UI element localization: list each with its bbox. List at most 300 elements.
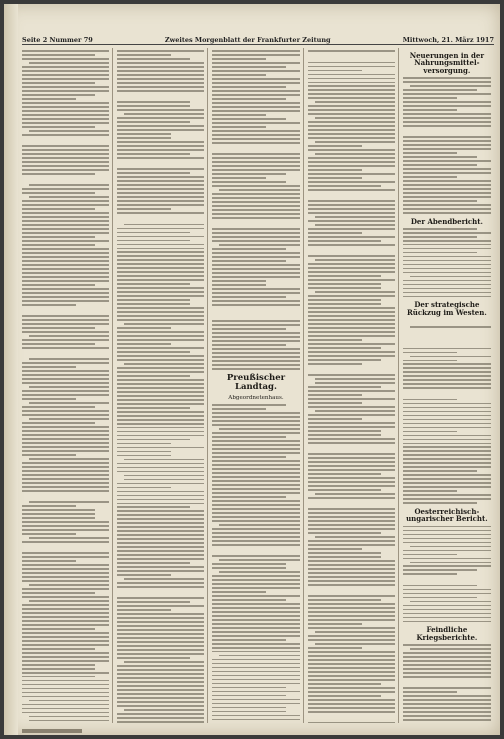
text-line xyxy=(22,327,95,329)
text-line xyxy=(212,50,299,52)
text-line xyxy=(308,220,395,222)
text-line xyxy=(212,58,266,60)
text-line xyxy=(308,691,395,693)
text-line xyxy=(124,479,204,481)
text-line xyxy=(308,520,395,522)
column-2 xyxy=(117,48,208,723)
text-line xyxy=(117,542,204,544)
text-line xyxy=(22,272,109,274)
text-line xyxy=(403,160,491,162)
text-line xyxy=(117,196,204,198)
text-line xyxy=(212,703,299,705)
text-line xyxy=(22,169,109,171)
text-line xyxy=(403,554,458,556)
text-line xyxy=(403,256,491,258)
text-line xyxy=(22,315,109,317)
text-line xyxy=(403,232,491,234)
text-line xyxy=(403,399,458,401)
text-line xyxy=(124,475,204,477)
text-line xyxy=(403,482,491,484)
text-line xyxy=(212,296,285,298)
text-line xyxy=(117,86,204,88)
text-line xyxy=(403,248,491,250)
text-line xyxy=(403,109,458,111)
text-line xyxy=(308,588,395,593)
text-line xyxy=(403,490,458,492)
text-line xyxy=(308,580,395,582)
text-line xyxy=(117,367,204,369)
text-line xyxy=(308,157,395,159)
text-line xyxy=(212,711,285,713)
text-line xyxy=(403,573,458,575)
text-line xyxy=(117,259,204,261)
column-5 xyxy=(403,48,494,723)
text-line xyxy=(212,683,299,685)
text-line xyxy=(403,340,491,345)
text-line xyxy=(308,355,395,357)
text-line xyxy=(117,483,204,485)
heading-oesterreich-bericht: Oesterreichisch-ungarischer Bericht. xyxy=(406,506,488,524)
text-line xyxy=(22,430,109,432)
text-line xyxy=(117,188,204,190)
text-line xyxy=(212,667,299,669)
text-line xyxy=(403,125,491,127)
text-line xyxy=(117,343,171,345)
text-line xyxy=(212,440,299,442)
text-line xyxy=(117,514,204,516)
text-line xyxy=(403,188,491,190)
text-line xyxy=(117,503,204,505)
text-line xyxy=(22,224,109,226)
text-line xyxy=(117,697,204,699)
text-line xyxy=(308,374,395,376)
text-line xyxy=(117,90,204,92)
text-line xyxy=(22,596,109,598)
text-line xyxy=(403,411,491,413)
text-line xyxy=(308,275,381,277)
text-line xyxy=(117,495,204,497)
text-line xyxy=(117,387,204,389)
text-line xyxy=(212,344,285,346)
text-line xyxy=(22,70,109,72)
text-line xyxy=(308,524,395,526)
text-line xyxy=(212,256,299,258)
text-line xyxy=(117,283,190,285)
text-line xyxy=(22,576,109,578)
text-line xyxy=(117,295,204,297)
text-line xyxy=(212,520,299,522)
text-line xyxy=(22,556,109,558)
text-line xyxy=(29,196,109,198)
text-line xyxy=(308,446,395,451)
text-line xyxy=(22,541,109,543)
text-line xyxy=(403,550,491,552)
text-line xyxy=(410,85,491,87)
text-line xyxy=(308,481,395,483)
text-line xyxy=(22,374,109,376)
text-line xyxy=(403,379,491,381)
text-line xyxy=(117,447,204,449)
text-line xyxy=(308,109,395,111)
text-line xyxy=(403,585,477,587)
text-line xyxy=(403,284,491,286)
text-line xyxy=(22,390,109,392)
text-line xyxy=(212,504,299,506)
text-line xyxy=(117,161,204,166)
text-line xyxy=(22,208,95,210)
text-line xyxy=(403,105,491,107)
text-line xyxy=(29,600,109,602)
text-line xyxy=(117,657,190,659)
text-line xyxy=(212,134,299,136)
text-line xyxy=(219,655,299,657)
text-line xyxy=(117,597,204,599)
text-line xyxy=(308,303,381,305)
text-line xyxy=(117,538,204,540)
text-line xyxy=(117,371,204,373)
text-line xyxy=(308,248,395,253)
text-line xyxy=(403,144,491,146)
text-line xyxy=(308,501,395,506)
text-line xyxy=(22,482,109,484)
text-line xyxy=(308,212,395,214)
text-line xyxy=(212,579,299,581)
text-line xyxy=(212,699,299,701)
text-line xyxy=(308,200,395,202)
text-line xyxy=(315,224,395,226)
text-line xyxy=(212,448,299,450)
text-line xyxy=(308,508,395,510)
text-line xyxy=(22,319,109,321)
text-line xyxy=(22,260,109,262)
text-line xyxy=(308,50,395,52)
text-line xyxy=(117,125,204,127)
text-line xyxy=(403,569,477,571)
text-line xyxy=(22,228,109,230)
text-line xyxy=(117,665,204,667)
text-line xyxy=(117,693,204,695)
text-line xyxy=(212,173,285,175)
text-line xyxy=(403,212,491,214)
text-line xyxy=(403,383,491,385)
text-line xyxy=(22,362,109,364)
text-line xyxy=(117,180,204,182)
text-line xyxy=(212,70,299,72)
text-line xyxy=(308,473,381,475)
text-line xyxy=(22,466,109,468)
text-line xyxy=(308,70,362,72)
text-line xyxy=(212,205,299,207)
text-line xyxy=(308,185,381,187)
text-line xyxy=(308,560,395,562)
text-line xyxy=(212,169,299,171)
text-line xyxy=(212,157,299,159)
text-line xyxy=(308,707,395,709)
text-line xyxy=(403,478,491,480)
text-line xyxy=(308,699,395,701)
text-line xyxy=(22,572,109,574)
text-columns xyxy=(22,48,494,723)
text-line xyxy=(117,546,204,548)
text-line xyxy=(117,184,204,186)
text-line xyxy=(22,580,109,582)
text-line xyxy=(403,196,491,198)
text-line xyxy=(22,712,109,714)
text-line xyxy=(403,403,491,405)
text-line xyxy=(212,114,266,116)
text-line xyxy=(403,140,491,142)
text-line xyxy=(308,66,395,68)
text-line xyxy=(212,177,266,179)
text-line xyxy=(117,677,204,679)
text-line xyxy=(22,200,109,202)
text-line xyxy=(212,663,299,665)
text-line xyxy=(308,627,395,629)
text-line xyxy=(22,517,95,519)
text-line xyxy=(212,328,285,330)
text-line xyxy=(212,213,299,215)
text-line xyxy=(403,117,491,119)
text-line xyxy=(212,472,299,474)
text-line xyxy=(308,343,395,345)
text-line xyxy=(117,510,204,512)
text-line xyxy=(212,404,285,406)
text-line xyxy=(117,435,204,437)
text-line xyxy=(212,82,299,84)
page-footer-mark xyxy=(22,729,82,733)
heading-abendbericht: Der Abendbericht. xyxy=(410,216,483,226)
text-line xyxy=(29,501,109,503)
text-line xyxy=(117,415,204,417)
text-line xyxy=(308,89,395,91)
text-line xyxy=(22,708,109,710)
text-line xyxy=(410,601,491,603)
text-line xyxy=(403,672,491,674)
text-line xyxy=(403,156,477,158)
page-header xyxy=(22,32,494,45)
text-line xyxy=(212,444,299,446)
text-line xyxy=(212,707,285,709)
text-line xyxy=(22,568,109,570)
heading-feindliche-berichte: Feindliche Kriegsberichte. xyxy=(416,625,478,642)
text-line xyxy=(124,661,204,663)
text-line xyxy=(117,621,204,623)
text-line xyxy=(308,418,362,420)
text-line xyxy=(403,264,491,266)
text-line xyxy=(403,660,491,662)
text-line xyxy=(308,722,395,723)
text-line xyxy=(410,648,491,650)
text-line xyxy=(117,582,204,584)
text-line xyxy=(403,387,491,389)
text-line xyxy=(117,62,204,64)
text-line xyxy=(403,172,491,174)
text-line xyxy=(117,423,204,425)
text-line xyxy=(308,347,381,349)
text-line xyxy=(308,271,395,273)
text-line xyxy=(117,526,204,528)
text-line xyxy=(212,272,299,274)
text-line xyxy=(117,701,204,703)
text-line xyxy=(22,308,109,313)
text-line xyxy=(22,138,109,143)
text-line xyxy=(22,398,76,400)
text-line xyxy=(212,185,299,187)
text-line xyxy=(212,320,299,322)
text-line xyxy=(22,632,109,634)
text-line xyxy=(403,184,491,186)
text-line xyxy=(403,431,458,433)
text-line xyxy=(308,430,381,432)
text-line xyxy=(117,550,204,552)
text-line xyxy=(403,363,491,365)
text-line xyxy=(22,268,109,270)
text-line xyxy=(308,193,395,198)
text-line xyxy=(117,168,204,170)
text-line xyxy=(117,637,204,639)
text-line xyxy=(22,692,109,694)
text-line xyxy=(403,319,491,324)
text-line xyxy=(22,339,109,341)
text-line xyxy=(22,300,109,302)
text-line xyxy=(117,263,204,265)
text-line xyxy=(22,240,109,242)
text-line xyxy=(22,86,109,88)
text-line xyxy=(308,331,395,333)
text-line xyxy=(403,371,491,373)
text-line xyxy=(308,82,395,84)
text-line xyxy=(403,466,491,468)
text-line xyxy=(308,311,395,313)
text-line xyxy=(212,268,299,270)
text-line xyxy=(124,459,204,461)
text-line xyxy=(22,378,109,380)
text-line xyxy=(117,109,204,111)
text-line xyxy=(212,110,299,112)
text-line xyxy=(22,394,109,396)
text-line xyxy=(212,631,299,633)
text-line xyxy=(124,578,204,580)
text-line xyxy=(22,106,109,108)
text-line xyxy=(22,323,109,325)
text-line xyxy=(403,703,491,705)
text-line xyxy=(315,101,395,103)
text-line xyxy=(22,672,109,674)
text-line xyxy=(308,267,395,269)
text-line xyxy=(117,315,204,317)
text-line xyxy=(117,335,204,337)
text-line xyxy=(403,93,491,95)
text-line xyxy=(212,548,299,553)
text-line xyxy=(117,319,204,321)
text-line xyxy=(308,149,395,151)
text-line xyxy=(212,659,299,661)
text-line xyxy=(22,78,109,80)
text-line xyxy=(308,189,395,191)
text-line xyxy=(212,715,299,717)
text-line xyxy=(117,522,204,524)
text-line xyxy=(212,181,285,183)
text-line xyxy=(212,300,299,302)
text-line xyxy=(315,141,395,143)
text-line xyxy=(22,486,109,488)
text-line xyxy=(117,58,190,60)
text-line xyxy=(117,212,204,214)
text-line xyxy=(403,97,458,99)
text-line xyxy=(308,181,395,183)
text-line xyxy=(22,422,95,424)
text-line xyxy=(403,415,491,417)
text-line xyxy=(308,161,395,163)
text-line xyxy=(22,50,109,52)
text-line xyxy=(308,659,395,661)
text-line xyxy=(117,534,204,536)
text-line xyxy=(117,609,171,611)
text-line xyxy=(308,62,395,64)
text-line xyxy=(308,461,395,463)
text-line xyxy=(117,351,190,353)
text-line xyxy=(22,264,109,266)
text-line xyxy=(22,644,109,646)
text-line xyxy=(22,545,109,550)
column-3 xyxy=(212,48,303,723)
heading-rueckzug: Der strategische Rückzug im Westen. xyxy=(406,300,487,317)
text-line xyxy=(22,450,109,452)
text-line xyxy=(117,347,204,349)
text-line xyxy=(117,518,204,520)
text-line xyxy=(117,601,190,603)
text-line xyxy=(212,563,285,565)
text-line xyxy=(29,184,109,186)
text-line xyxy=(117,487,171,489)
text-line xyxy=(124,363,204,365)
subheading-abgeordnetenhaus: Abgeordnetenhaus. xyxy=(228,394,284,401)
text-line xyxy=(212,332,299,334)
text-line xyxy=(308,512,395,514)
text-line xyxy=(410,356,491,358)
text-line xyxy=(308,516,395,518)
text-line xyxy=(212,651,299,653)
text-line xyxy=(403,597,477,599)
text-line xyxy=(212,412,299,414)
text-line xyxy=(308,244,395,246)
text-line xyxy=(308,240,381,242)
text-line xyxy=(212,615,299,617)
text-line xyxy=(117,605,204,607)
text-line xyxy=(410,546,491,548)
text-line xyxy=(117,311,204,313)
text-line xyxy=(212,368,299,370)
header-page-number: Seite 2 Nummer 79 xyxy=(22,36,93,44)
text-line xyxy=(403,450,491,452)
text-line xyxy=(212,639,285,641)
text-line xyxy=(22,304,76,306)
text-line xyxy=(403,609,491,611)
text-line xyxy=(22,118,109,120)
text-line xyxy=(308,683,381,685)
text-line xyxy=(117,491,204,493)
text-line xyxy=(212,416,299,418)
text-line xyxy=(212,280,266,282)
text-line xyxy=(117,94,204,99)
text-line xyxy=(403,180,491,182)
text-line xyxy=(308,655,395,657)
text-line xyxy=(212,236,299,238)
text-line xyxy=(22,588,109,590)
text-line xyxy=(124,709,204,711)
text-line xyxy=(22,232,109,234)
text-line xyxy=(308,228,395,230)
